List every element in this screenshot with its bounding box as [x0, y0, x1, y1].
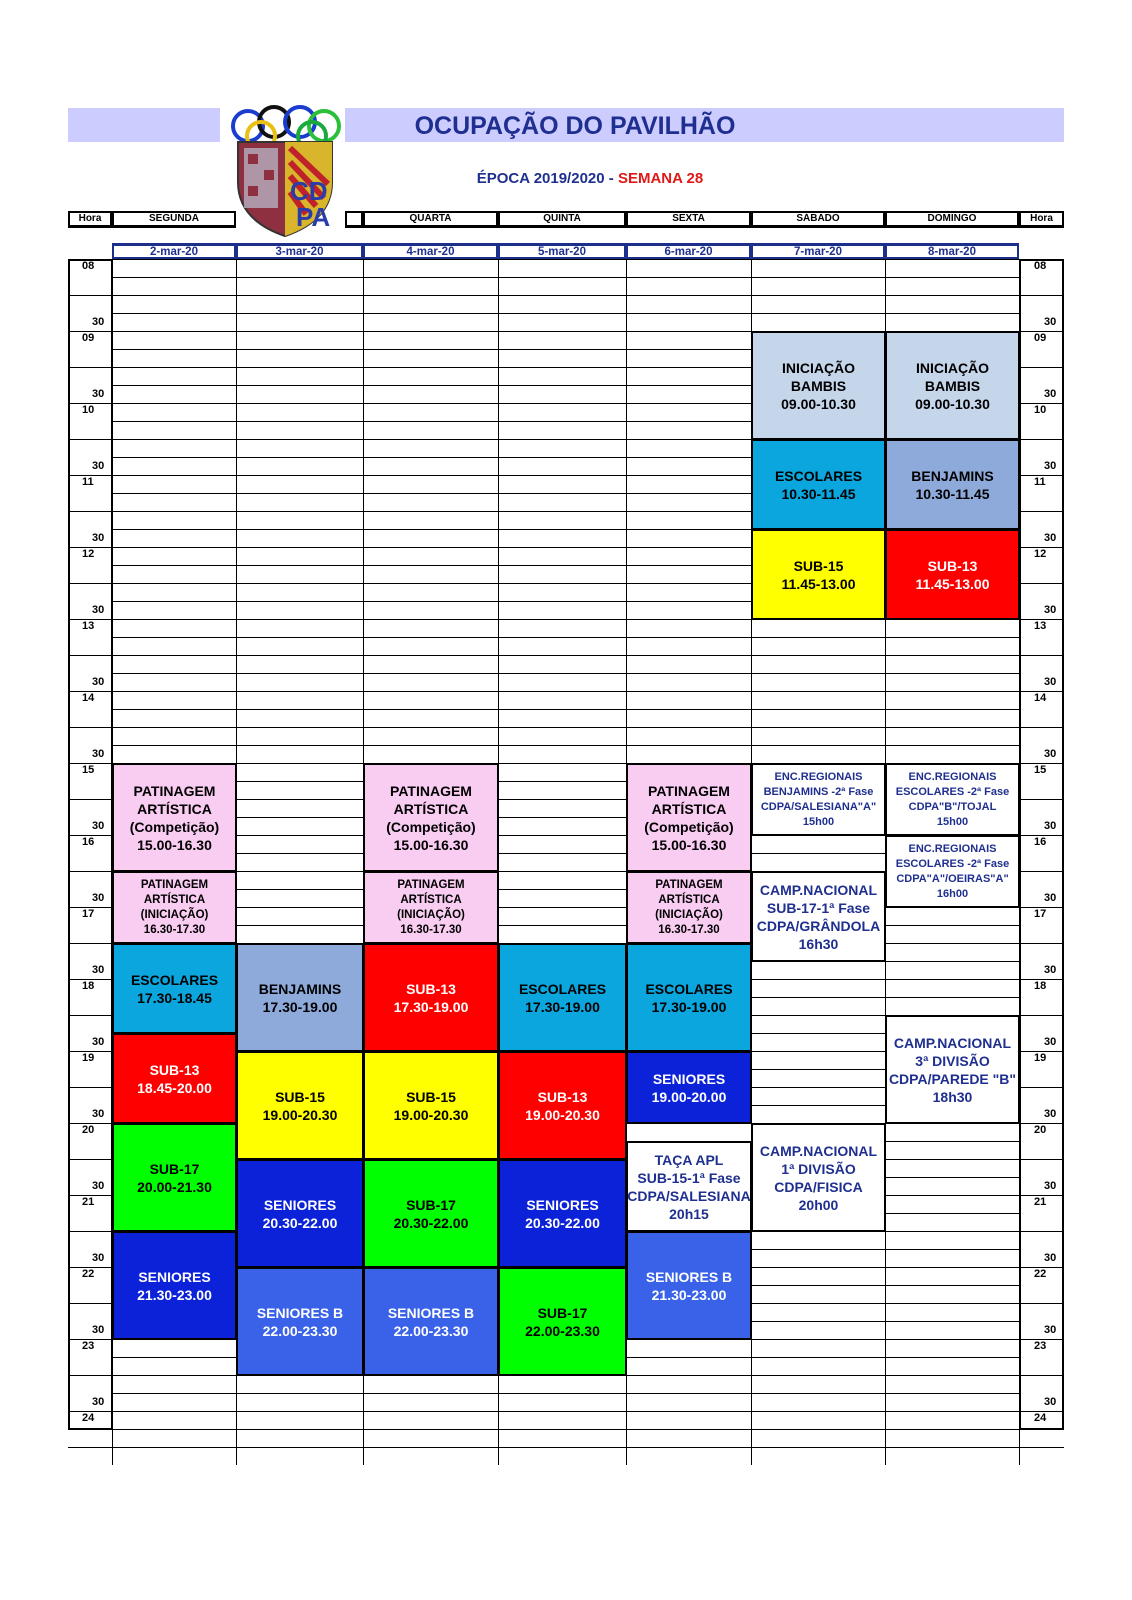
event-block [236, 1159, 364, 1268]
hour-label: 20 [1034, 1124, 1047, 1136]
event-block [498, 1051, 627, 1160]
event-text: 20.30-22.00 [262, 1214, 338, 1231]
event-text: (Competição) [386, 818, 476, 835]
event-block [363, 1051, 499, 1160]
event-text: 21.30-23.00 [651, 1286, 727, 1303]
half-hour-label: 30 [1044, 604, 1057, 616]
hour-label: 08 [1034, 260, 1047, 272]
half-hour-label: 30 [1044, 964, 1057, 976]
event-text: BENJAMINS [911, 467, 994, 484]
half-hour-label: 30 [1044, 820, 1057, 832]
event-block [112, 763, 237, 872]
event-block [885, 1015, 1020, 1124]
hour-label: 19 [1034, 1052, 1047, 1064]
page-title: OCUPAÇÃO DO PAVILHÃO [414, 112, 736, 140]
event-block [112, 943, 237, 1034]
hour-label: 14 [82, 692, 95, 704]
event-text: 15.00-16.30 [137, 836, 212, 853]
hour-label: 23 [82, 1340, 95, 1352]
event-text: CDPA"A"/OEIRAS"A" [896, 872, 1009, 885]
date-quarta: 4-mar-20 [363, 243, 498, 259]
event-text: 16.30-17.30 [143, 923, 206, 936]
half-hour-label: 30 [92, 460, 105, 472]
event-text: SUB-17 [537, 1304, 588, 1321]
event-block [363, 763, 499, 872]
event-text: 10.30-11.45 [915, 485, 990, 502]
hour-label: 17 [1034, 908, 1047, 920]
event-block [751, 529, 886, 620]
grid-line [112, 313, 1019, 314]
hour-label: 18 [1034, 980, 1047, 992]
event-block [236, 1051, 364, 1160]
half-hour-label: 30 [1044, 676, 1057, 688]
svg-text:CD: CD [290, 176, 328, 206]
event-text: ESCOLARES -2ª Fase [895, 857, 1010, 870]
event-text: ARTÍSTICA [651, 800, 727, 817]
half-hour-label: 30 [92, 892, 105, 904]
half-hour-label: 30 [92, 532, 105, 544]
half-hour-label: 30 [92, 748, 105, 760]
hour-label: 23 [1034, 1340, 1047, 1352]
event-block [363, 871, 499, 944]
hour-label: 12 [1034, 548, 1047, 560]
hour-label: 15 [1034, 764, 1047, 776]
event-text: ARTÍSTICA [137, 800, 212, 817]
hour-label: 10 [82, 404, 95, 416]
event-text: 10.30-11.45 [781, 485, 856, 502]
hour-label: 21 [1034, 1196, 1047, 1208]
event-block [112, 1123, 237, 1232]
event-text: ARTÍSTICA [400, 893, 462, 906]
event-text: 3ª DIVISÃO [915, 1052, 990, 1069]
grid-line [112, 1411, 1019, 1412]
half-hour-label: 30 [92, 1324, 105, 1336]
event-text: 20.00-21.30 [137, 1178, 212, 1195]
event-text: 19.00-20.30 [393, 1106, 469, 1123]
event-text: CDPA/SALESIANA"A" [760, 800, 877, 813]
event-block [626, 1231, 752, 1340]
event-text: 17.30-19.00 [651, 998, 727, 1015]
hour-label: 18 [82, 980, 95, 992]
event-text: SENIORES B [256, 1304, 344, 1321]
event-text: PATINAGEM [140, 878, 209, 891]
event-text: SUB-15 [793, 557, 844, 574]
event-text: 22.00-23.30 [393, 1322, 469, 1339]
half-hour-label: 30 [1044, 388, 1057, 400]
hour-label: 12 [82, 548, 95, 560]
half-hour-label: 30 [92, 1252, 105, 1264]
grid-line [112, 259, 1019, 260]
half-hour-label: 30 [1044, 892, 1057, 904]
event-text: 18h30 [932, 1088, 973, 1105]
event-text: 16.30-17.30 [400, 923, 462, 936]
event-text: SUB-13 [927, 557, 978, 574]
event-block [751, 763, 886, 836]
event-text: ENC.REGIONAIS [908, 842, 997, 855]
event-text: 15.00-16.30 [393, 836, 469, 853]
event-text: 11.45-13.00 [915, 575, 990, 592]
event-text: SENIORES [138, 1268, 211, 1285]
event-text: 20h15 [669, 1205, 709, 1222]
event-text: (INICIAÇÃO) [397, 908, 465, 921]
date-quinta: 5-mar-20 [498, 243, 626, 259]
event-block [626, 763, 752, 872]
grid-line [112, 1429, 1019, 1430]
event-text: SENIORES [263, 1196, 337, 1213]
half-hour-label: 30 [1044, 1252, 1057, 1264]
event-block [363, 943, 499, 1052]
hour-label: 10 [1034, 404, 1047, 416]
half-hour-label: 30 [92, 388, 105, 400]
half-hour-label: 30 [92, 1180, 105, 1192]
event-text: 20.30-22.00 [393, 1214, 469, 1231]
event-text: PATINAGEM [655, 878, 723, 891]
event-text: 16h00 [936, 887, 969, 900]
event-text: ENC.REGIONAIS [908, 770, 997, 783]
hour-label: 11 [1034, 476, 1046, 488]
half-hour-label: 30 [92, 1036, 105, 1048]
grid-line [112, 637, 1019, 638]
event-block [498, 1267, 627, 1376]
event-text: CAMP.NACIONAL [759, 1142, 878, 1159]
hour-label: 09 [82, 332, 95, 344]
event-text: CDPA"B"/TOJAL [908, 800, 997, 813]
hour-label: 09 [1034, 332, 1047, 344]
event-block [751, 439, 886, 530]
half-hour-label: 30 [92, 1108, 105, 1120]
event-text: 15h00 [936, 815, 969, 828]
event-block [885, 763, 1020, 836]
event-text: (Competição) [129, 818, 220, 835]
hour-label: 20 [82, 1124, 95, 1136]
event-block [236, 1267, 364, 1376]
event-block [498, 943, 627, 1052]
event-text: CDPA/PAREDE "B" [888, 1070, 1017, 1087]
event-text: ENC.REGIONAIS [774, 770, 863, 783]
event-text: 19.00-20.00 [651, 1088, 727, 1105]
hour-label: 08 [82, 260, 95, 272]
event-text: SUB-13 [149, 1061, 200, 1078]
event-text: (Competição) [644, 818, 734, 835]
event-text: (INICIAÇÃO) [140, 908, 209, 921]
event-text: BAMBIS [924, 377, 981, 394]
date-domingo: 8-mar-20 [885, 243, 1019, 259]
event-block [885, 835, 1020, 908]
half-hour-label: 30 [92, 1396, 105, 1408]
event-text: ESCOLARES [774, 467, 863, 484]
event-text: 19.00-20.30 [525, 1106, 600, 1123]
hour-label: 24 [82, 1412, 95, 1424]
event-text: SENIORES [526, 1196, 599, 1213]
event-text: 20h00 [798, 1196, 839, 1213]
hour-label: 17 [82, 908, 95, 920]
event-text: 17.30-19.00 [262, 998, 338, 1015]
event-text: PATINAGEM [397, 878, 465, 891]
event-text: SUB-17-1ª Fase [766, 899, 871, 916]
half-hour-label: 30 [1044, 1180, 1057, 1192]
event-block [885, 331, 1020, 440]
event-text: 18.45-20.00 [137, 1079, 212, 1096]
event-text: 15h00 [802, 815, 835, 828]
day-header-segunda: SEGUNDA [112, 211, 236, 228]
event-text: ESCOLARES [518, 980, 607, 997]
grid-line [112, 673, 1019, 674]
date-segunda: 2-mar-20 [112, 243, 236, 259]
event-block [885, 439, 1020, 530]
grid-line [112, 295, 1019, 296]
event-text: TAÇA APL [654, 1151, 724, 1168]
event-text: BENJAMINS [258, 980, 342, 997]
event-text: 22.00-23.30 [262, 1322, 338, 1339]
day-header-quarta: QUARTA [363, 211, 498, 228]
hour-label: 19 [82, 1052, 95, 1064]
event-text: PATINAGEM [648, 782, 730, 799]
event-block [236, 943, 364, 1052]
hour-label: 22 [1034, 1268, 1047, 1280]
day-header-quinta: QUINTA [498, 211, 626, 228]
event-text: 20.30-22.00 [525, 1214, 600, 1231]
event-text: (INICIAÇÃO) [655, 908, 723, 921]
event-text: ARTÍSTICA [393, 800, 469, 817]
event-text: ESCOLARES [130, 971, 219, 988]
event-text: SUB-17 [406, 1196, 456, 1213]
event-text: PATINAGEM [390, 782, 472, 799]
event-text: 21.30-23.00 [137, 1286, 212, 1303]
event-text: SUB-15 [406, 1088, 456, 1105]
grid-line [112, 727, 1019, 728]
event-block [112, 1231, 237, 1340]
event-text: SENIORES [652, 1070, 726, 1087]
event-text: 1ª DIVISÃO [781, 1160, 856, 1177]
hour-label: 22 [82, 1268, 95, 1280]
grid-line [112, 745, 1019, 746]
event-text: CAMP.NACIONAL [893, 1034, 1012, 1051]
event-block [112, 871, 237, 944]
event-block [885, 529, 1020, 620]
hour-label: 24 [1034, 1412, 1047, 1424]
event-block [751, 1123, 886, 1232]
hora-header-right: Hora [1019, 211, 1064, 228]
event-block [751, 871, 886, 962]
half-hour-label: 30 [92, 316, 105, 328]
event-text: PATINAGEM [133, 782, 216, 799]
event-text: SENIORES B [387, 1304, 475, 1321]
event-text: 09.00-10.30 [781, 395, 856, 412]
event-block [112, 1033, 237, 1124]
event-text: 17.30-19.00 [393, 998, 469, 1015]
hour-label: 13 [82, 620, 95, 632]
half-hour-label: 30 [1044, 1324, 1057, 1336]
event-text: ESCOLARES -2ª Fase [895, 785, 1010, 798]
event-text: BENJAMINS -2ª Fase [763, 785, 874, 798]
hour-label: 15 [82, 764, 95, 776]
event-text: SUB-13 [537, 1088, 588, 1105]
date-sexta: 6-mar-20 [626, 243, 751, 259]
hora-header-left: Hora [68, 211, 112, 228]
hour-label: 21 [82, 1196, 95, 1208]
date-sabado: 7-mar-20 [751, 243, 885, 259]
event-text: BAMBIS [790, 377, 847, 394]
event-text: SUB-13 [406, 980, 456, 997]
hour-label: 16 [1034, 836, 1047, 848]
grid-line [112, 691, 1019, 692]
hora-line [1019, 1447, 1064, 1448]
half-hour-label: 30 [1044, 316, 1057, 328]
hour-label: 14 [1034, 692, 1047, 704]
date-terca: 3-mar-20 [236, 243, 363, 259]
event-text: CDPA/SALESIANA [627, 1187, 751, 1204]
hour-label: 13 [1034, 620, 1047, 632]
grid-line [112, 1447, 1019, 1448]
event-text: 16h30 [798, 935, 839, 952]
event-text: SUB-15 [275, 1088, 325, 1105]
half-hour-label: 30 [92, 676, 105, 688]
week-label: SEMANA 28 [617, 170, 704, 187]
half-hour-label: 30 [92, 964, 105, 976]
half-hour-label: 30 [1044, 460, 1057, 472]
day-header-sabado: SÁBADO [751, 211, 885, 228]
event-text: INICIAÇÃO [781, 359, 856, 376]
day-header-domingo: DOMINGO [885, 211, 1019, 228]
grid-line [112, 853, 1019, 854]
event-text: INICIAÇÃO [915, 359, 990, 376]
event-text: ESCOLARES [645, 980, 733, 997]
event-text: CDPA/FISICA [774, 1178, 863, 1195]
hour-label: 16 [82, 836, 95, 848]
half-hour-label: 30 [1044, 1036, 1057, 1048]
hour-label: 11 [82, 476, 94, 488]
event-block [498, 1159, 627, 1268]
event-block [626, 1141, 752, 1232]
event-text: 17.30-19.00 [525, 998, 600, 1015]
event-text: 22.00-23.30 [525, 1322, 600, 1339]
event-text: ARTÍSTICA [143, 893, 206, 906]
event-block [626, 871, 752, 944]
event-block [363, 1267, 499, 1376]
grid-line [112, 1393, 1019, 1394]
event-text: SUB-15-1ª Fase [637, 1169, 741, 1186]
event-text: CAMP.NACIONAL [759, 881, 878, 898]
svg-text:PA: PA [296, 202, 331, 232]
event-text: SUB-17 [149, 1160, 200, 1177]
half-hour-label: 30 [1044, 748, 1057, 760]
event-block [751, 331, 886, 440]
day-header-sexta: SEXTA [626, 211, 751, 228]
grid-line [112, 277, 1019, 278]
half-hour-label: 30 [92, 820, 105, 832]
hora-line [68, 1447, 112, 1448]
event-text: 15.00-16.30 [651, 836, 727, 853]
half-hour-label: 30 [1044, 1396, 1057, 1408]
event-text: SENIORES B [645, 1268, 733, 1285]
season-text: ÉPOCA 2019/2020 - [476, 170, 618, 187]
event-block [626, 1051, 752, 1124]
event-text: 09.00-10.30 [915, 395, 990, 412]
half-hour-label: 30 [92, 604, 105, 616]
half-hour-label: 30 [1044, 532, 1057, 544]
event-block [363, 1159, 499, 1268]
event-text: 16.30-17.30 [658, 923, 720, 936]
half-hour-label: 30 [1044, 1108, 1057, 1120]
event-block [626, 943, 752, 1052]
grid-line [112, 655, 1019, 656]
event-text: 11.45-13.00 [781, 575, 856, 592]
grid-line [112, 709, 1019, 710]
event-text: 17.30-18.45 [137, 989, 212, 1006]
event-text: ARTÍSTICA [658, 893, 720, 906]
event-text: 19.00-20.30 [262, 1106, 338, 1123]
event-text: CDPA/GRÂNDOLA [756, 917, 881, 934]
